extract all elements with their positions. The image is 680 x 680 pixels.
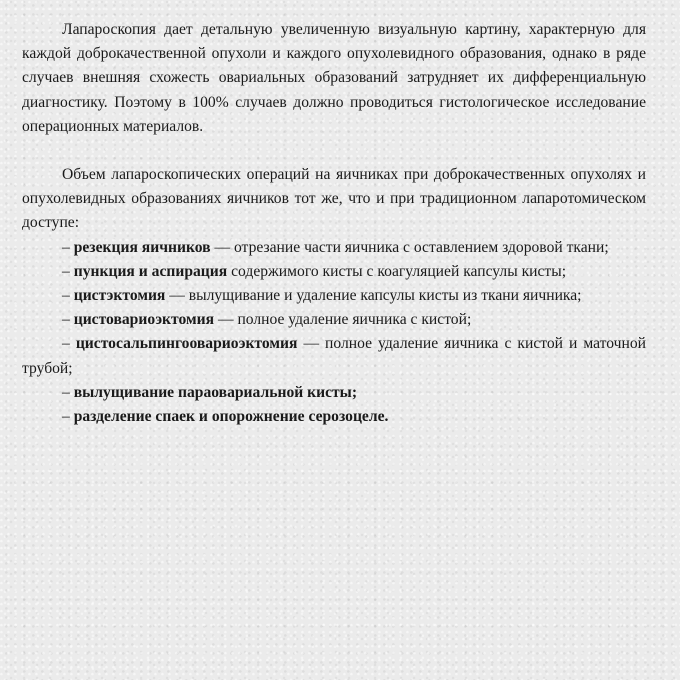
operation-description: — отрезание части яичника с оставлением здоровой ткани;: [210, 238, 609, 256]
list-dash: –: [62, 408, 74, 426]
operation-term: цистосальпингоовариоэктомия: [75, 335, 298, 353]
operation-description: — полное удаление яичника с кистой и маточной трубой;: [22, 335, 646, 377]
list-item: [22, 405, 646, 429]
operation-description: содержимого кисты с коагуляцией капсулы кисты;: [227, 262, 567, 280]
list-item: [22, 260, 646, 284]
operations-list: [22, 236, 646, 430]
operation-description: — вылущивание и удаление капсулы кисты из ткани яичника;: [165, 287, 582, 305]
operation-term: пункция и аспирация: [73, 262, 228, 280]
operation-term: цистэктомия: [73, 287, 166, 305]
list-dash: –: [62, 335, 76, 353]
list-item: [22, 308, 646, 332]
list-item: [22, 284, 646, 308]
list-dash: –: [62, 262, 74, 280]
list-item: [22, 236, 646, 260]
operation-term: цистовариоэктомия: [73, 311, 215, 329]
paragraph-spacer: [22, 139, 646, 163]
operation-description: — полное удаление яичника с кистой;: [214, 311, 472, 329]
list-dash: –: [62, 311, 74, 329]
list-item: [22, 381, 646, 405]
intro-paragraph: Лапароскопия дает детальную увеличенную визуальную картину, характерную для каждой доброкачественной опухоли и каждого опухолевидного образования, однако в ряде случаев внешняя схожесть овариальных образований затрудняет их дифференциальную диагностику. Поэтому в 100% случаев должно проводиться гистологическое исследование операционных материалов.: [22, 21, 646, 135]
list-dash: –: [62, 238, 74, 256]
operation-term: резекция яичников: [73, 238, 211, 256]
operation-term: вылущивание параовариальной кисты;: [73, 383, 358, 401]
list-dash: –: [62, 287, 74, 305]
list-item: [22, 332, 646, 380]
scope-paragraph: Объем лапароскопических операций на яичниках при доброкачественных опухолях и опухолевидных образованиях яичников тот же, что и при традиционном лапаротомическом доступе:: [22, 166, 646, 232]
list-dash: –: [62, 383, 74, 401]
document-page: [22, 18, 646, 429]
operation-term: разделение спаек и опорожнение серозоцеле.: [73, 408, 389, 426]
